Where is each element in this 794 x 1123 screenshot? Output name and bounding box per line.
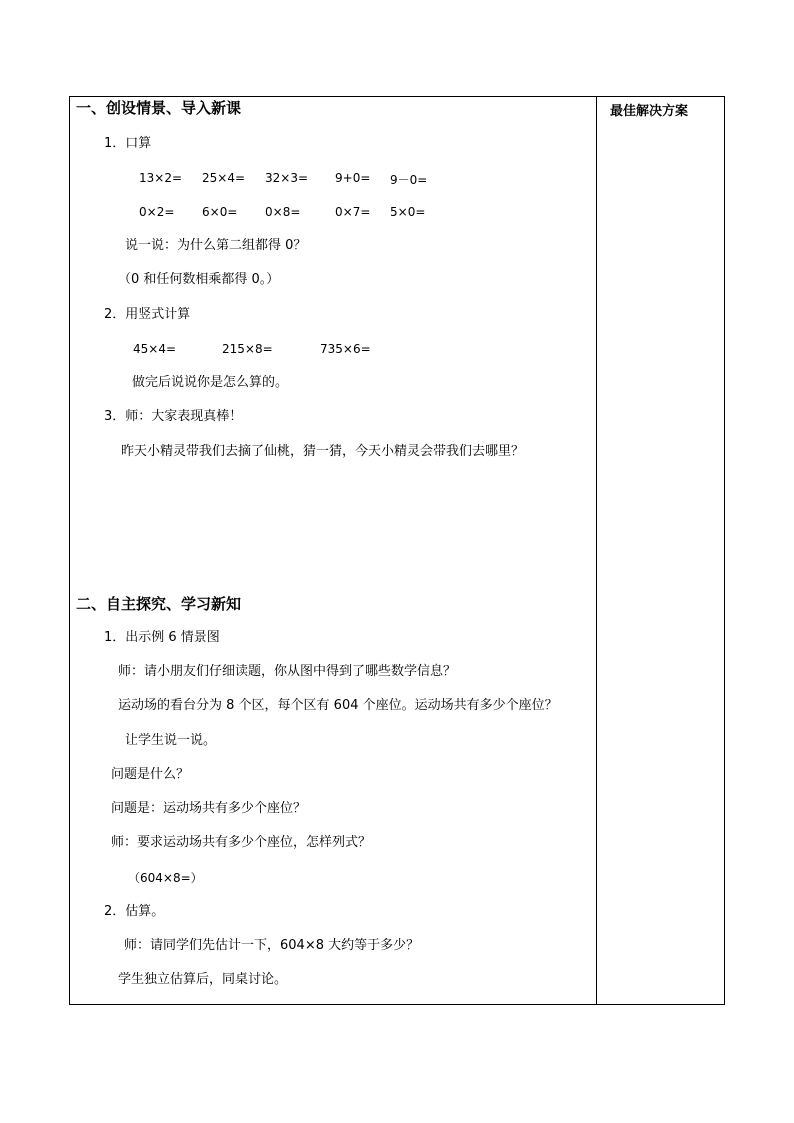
- oral-eq: 0×7=: [335, 205, 371, 219]
- section2-heading: 二、自主探究、学习新知: [76, 595, 242, 613]
- estimate-task: 学生独立估算后，同桌讨论。: [118, 972, 288, 987]
- talk-prompt: 说一说：为什么第二组都得 0？: [125, 238, 307, 253]
- oral-eq: 9－0=: [390, 173, 428, 187]
- estimate-title: 2．估算。: [104, 904, 165, 919]
- praise-title: 3．师：大家表现真棒！: [104, 409, 243, 424]
- student-say-text: 让学生说一说。: [125, 733, 217, 748]
- vertical-eq: 735×6=: [320, 342, 371, 356]
- side-column-title: 最佳解决方案: [610, 104, 689, 119]
- oral-eq: 6×0=: [202, 205, 238, 219]
- question-text: 问题是什么？: [111, 767, 190, 782]
- vertical-calc-title: 2．用竖式计算: [104, 307, 191, 322]
- oral-eq: 5×0=: [390, 205, 426, 219]
- guess-text: 昨天小精灵带我们去摘了仙桃，猜一猜，今天小精灵会带我们去哪里？: [121, 444, 525, 459]
- talk-answer: （0 和任何数相乘都得 0。）: [118, 272, 280, 287]
- vertical-eq: 45×4=: [133, 342, 177, 356]
- after-calc-text: 做完后说说你是怎么算的。: [132, 375, 289, 390]
- vertical-eq: 215×8=: [222, 342, 273, 356]
- teacher-formula-question: 师：要求运动场共有多少个座位，怎样列式？: [111, 835, 372, 850]
- formula: （604×8=）: [128, 871, 203, 885]
- oral-eq: 0×8=: [265, 205, 301, 219]
- oral-eq: 0×2=: [139, 205, 175, 219]
- oral-eq: 25×4=: [202, 171, 246, 185]
- estimate-question: 师：请同学们先估计一下，604×8 大约等于多少？: [124, 938, 420, 953]
- example-title: 1．出示例 6 情景图: [104, 630, 220, 645]
- column-divider: [596, 96, 597, 1005]
- oral-eq: 9+0=: [335, 171, 371, 185]
- section1-heading: 一、创设情景、导入新课: [76, 99, 242, 117]
- oral-calc-title: 1．口算: [104, 136, 152, 151]
- oral-eq: 13×2=: [139, 171, 183, 185]
- question-answer: 问题是：运动场共有多少个座位？: [111, 801, 307, 816]
- oral-eq: 32×3=: [265, 171, 309, 185]
- teacher-question: 师：请小朋友们仔细读题，你从图中得到了哪些数学信息？: [118, 664, 457, 679]
- info-text: 运动场的看台分为 8 个区，每个区有 604 个座位。运动场共有多少个座位？: [118, 698, 558, 713]
